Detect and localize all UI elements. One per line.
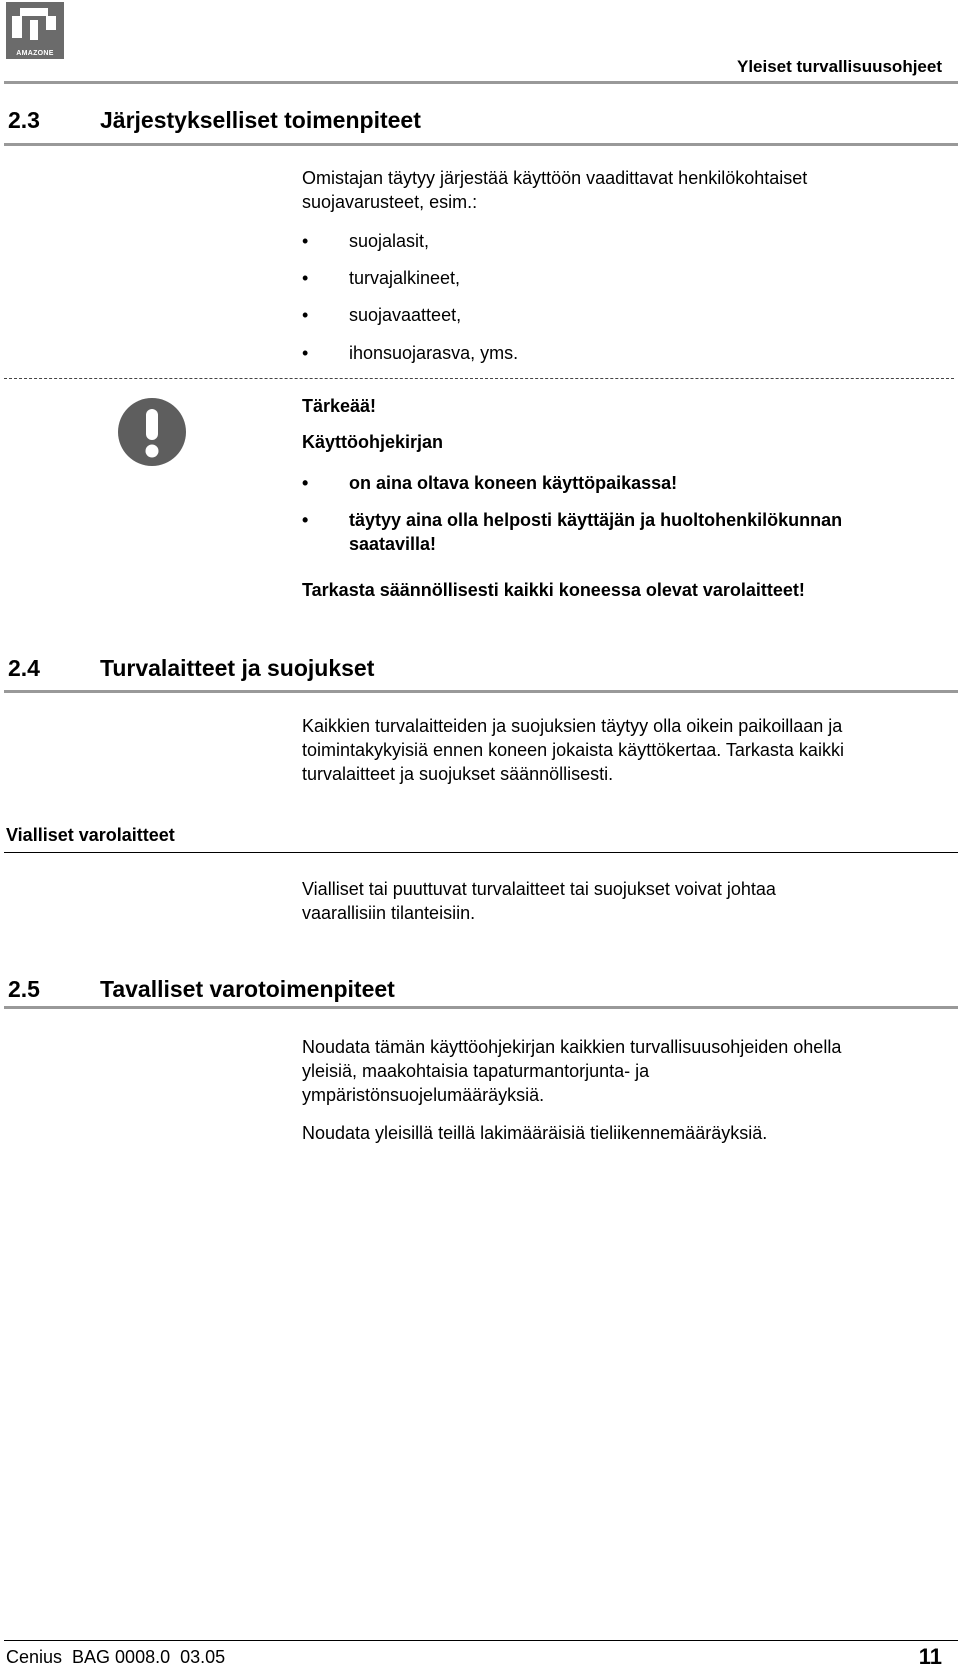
exclamation-icon xyxy=(118,398,186,466)
text-line: Vialliset tai puuttuvat turvalaitteet tai suojukset voivat johtaa xyxy=(302,879,776,899)
text-line: ympäristönsuojelumääräyksiä. xyxy=(302,1085,545,1105)
text-line: Kaikkien turvalaitteiden ja suojuksien täytyy olla oikein paikoillaan ja xyxy=(302,716,843,736)
text-line: yleisiä, maakohtaisia tapaturmantorjunta- ja xyxy=(302,1061,650,1081)
text-line: toimintakykyisiä ennen koneen jokaista käyttökertaa. Tarkasta kaikki xyxy=(302,740,844,760)
text-line: turvalaitteet ja suojukset säännöllisesti. xyxy=(302,764,614,784)
section-rule xyxy=(4,143,958,146)
section-title: Tavalliset varotoimenpiteet xyxy=(100,976,395,1002)
section-2-4-paragraph xyxy=(302,714,942,786)
section-number: 2.5 xyxy=(8,976,40,1002)
section-rule xyxy=(4,690,958,693)
section-number: 2.4 xyxy=(8,655,40,681)
bullet-icon: • xyxy=(302,268,309,288)
section-2-5-paragraph xyxy=(302,1035,942,1107)
bullet-icon: • xyxy=(302,231,309,251)
notice-subject: Käyttöohjekirjan xyxy=(302,432,444,452)
section-2-5-heading xyxy=(8,976,395,1003)
logo-text: AMAZONE xyxy=(16,50,54,57)
section-rule xyxy=(4,1006,958,1009)
bullet-icon: • xyxy=(302,343,309,363)
dashed-separator xyxy=(4,378,954,379)
exclamation-glyph-icon xyxy=(118,398,186,466)
logo-mark-icon xyxy=(6,2,64,46)
amazone-logo xyxy=(6,2,64,59)
notice-closing: Tarkasta säännöllisesti kaikki koneessa olevat varolaitteet! xyxy=(302,580,805,600)
text-line: Omistajan täytyy järjestää käyttöön vaadittavat henkilökohtaiset xyxy=(302,168,808,188)
section-number: 2.3 xyxy=(8,107,40,133)
text-line: Noudata tämän käyttöohjekirjan kaikkien turvallisuusohjeiden ohella xyxy=(302,1037,842,1057)
bullet-icon: • xyxy=(302,510,309,530)
section-2-4-heading xyxy=(8,655,374,682)
side-heading: Vialliset varolaitteet xyxy=(6,825,175,845)
notice-heading: Tärkeää! xyxy=(302,396,377,416)
side-heading-rule xyxy=(4,852,958,853)
intro-paragraph xyxy=(302,166,942,214)
text-line: suojavarusteet, esim.: xyxy=(302,192,478,212)
section-title: Turvalaitteet ja suojukset xyxy=(100,655,375,681)
bullet-icon: • xyxy=(302,473,309,493)
section-2-5-paragraph-2: Noudata yleisillä teillä lakimääräisiä tieliikennemääräyksiä. xyxy=(302,1123,768,1143)
running-header: Yleiset turvallisuusohjeet xyxy=(736,57,942,76)
section-title: Järjestykselliset toimenpiteet xyxy=(100,107,421,133)
footer-document-id: Cenius BAG 0008.0 03.05 xyxy=(6,1647,226,1667)
text-line: vaarallisiin tilanteisiin. xyxy=(302,903,476,923)
faulty-paragraph xyxy=(302,877,942,925)
bullet-icon: • xyxy=(302,305,309,325)
page-number: 11 xyxy=(918,1644,942,1669)
header-rule xyxy=(4,81,958,84)
footer-rule xyxy=(4,1640,958,1641)
section-2-3-heading xyxy=(8,107,421,134)
